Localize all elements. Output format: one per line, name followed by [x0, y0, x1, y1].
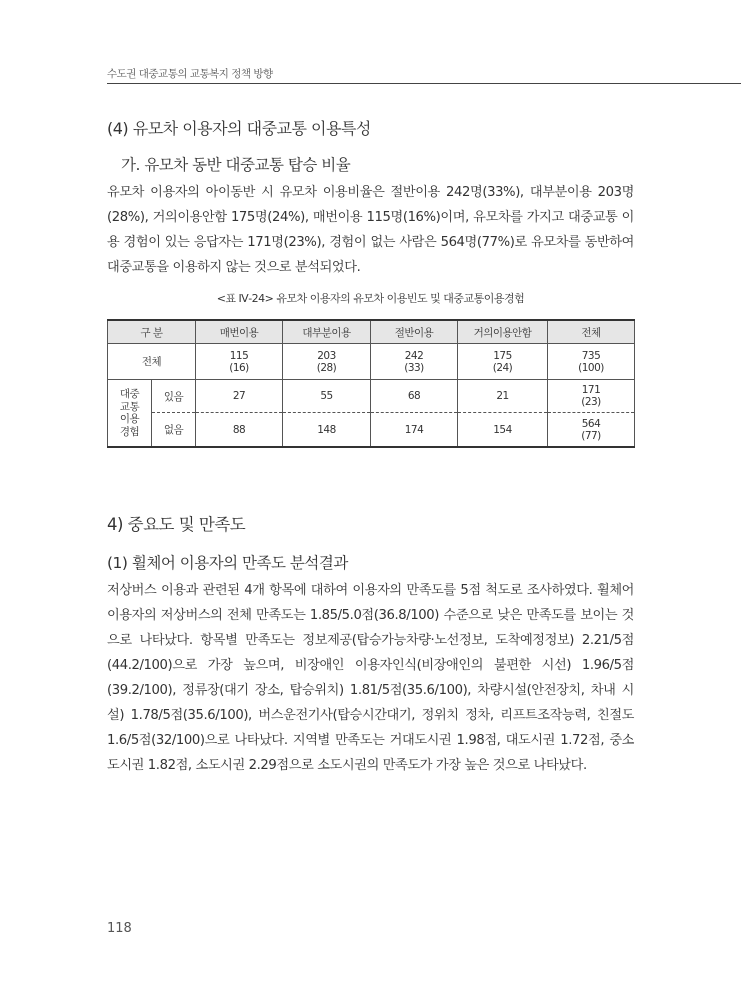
table-cell: 242 (33)	[371, 344, 458, 380]
header-every-time: 매번이용	[196, 320, 283, 344]
paragraph-stroller-usage: 유모차 이용자의 아이동반 시 유모차 이용비율은 절반이용 242명(33%), 대부분이용 203명(28%), 거의이용안함 175명(24%), 매번이용 115명(16%)이며, 유모차를 가지고 대중교통 이용 경험이 있는 응답자는 171명(23%), 경험이 없는 사람은 564명(77%)로 유모차를 동반하여 대중교통을 이용하지 않는 것으로 분석되었다.	[107, 185, 634, 275]
table-cell: 68	[371, 380, 458, 413]
header-rule	[107, 83, 741, 84]
group-label-transit-experience: 대중 교통 이용 경험	[108, 380, 152, 448]
stroller-usage-table	[107, 319, 635, 448]
header-category: 구 분	[108, 320, 196, 344]
section-main-heading: 4) 중요도 및 만족도	[107, 515, 246, 534]
table-cell: 21	[458, 380, 548, 413]
row-label-no: 없음	[152, 413, 196, 448]
section-1-heading: (1) 휠체어 이용자의 만족도 분석결과	[107, 554, 348, 572]
header-rarely: 거의이용안함	[458, 320, 548, 344]
table-row-no	[108, 413, 635, 448]
paragraph-wheelchair-satisfaction: 저상버스 이용과 관련된 4개 항목에 대하여 이용자의 만족도를 5점 척도로 조사하였다. 휠체어 이용자의 저상버스의 전체 만족도는 1.85/5.0점(36.8/100) 수준으로 낮은 만족도를 보이는 것으로 나타났다. 항목별 만족도는 정보제공(탑승가능차량·노선정보, 도착예정정보) 2.21/5점(44.2/100)으로 가장 높으며, 비장애인 이용자인식(비장애인의 불편한 시선) 1.96/5점(39.2/100), 정류장(대기 장소, 탑승위치) 1.81/5점(35.6/100), 차량시설(안전장치, 차내 시설) 1.78/5점(35.6/100), 버스운전기사(탑승시간대기, 정위치 정차, 리프트조작능력, 친절도 1.6/5점(32/100)으로 나타났다. 지역별 만족도는 거대도시권 1.98점, 대도시권 1.72점, 중소도시권 1.82점, 소도시권 2.29점으로 소도시권의 만족도가 가장 높은 것으로 나타났다.	[107, 583, 634, 773]
section-4-heading: (4) 유모차 이용자의 대중교통 이용특성	[107, 119, 371, 138]
header-half: 절반이용	[371, 320, 458, 344]
subsection-ga-heading: 가. 유모차 동반 대중교통 탑승 비율	[121, 156, 351, 174]
table-header-row	[108, 320, 635, 344]
table-cell: 27	[196, 380, 283, 413]
row-label-yes: 있음	[152, 380, 196, 413]
running-head: 수도권 대중교통의 교통복지 정책 방향	[107, 68, 273, 80]
table-row-total	[108, 344, 635, 380]
header-mostly: 대부분이용	[283, 320, 371, 344]
table-cell: 175 (24)	[458, 344, 548, 380]
table-cell: 174	[371, 413, 458, 448]
header-total: 전체	[548, 320, 635, 344]
table-caption: <표 Ⅳ-24> 유모차 이용자의 유모차 이용빈도 및 대중교통이용경험	[216, 292, 525, 305]
table-cell: 171 (23)	[548, 380, 635, 413]
table-cell: 154	[458, 413, 548, 448]
table-cell: 735 (100)	[548, 344, 635, 380]
row-label-total: 전체	[108, 344, 196, 380]
table-cell: 115 (16)	[196, 344, 283, 380]
page-number: 118	[107, 921, 132, 936]
table-cell: 55	[283, 380, 371, 413]
table-cell: 88	[196, 413, 283, 448]
table-row-yes	[108, 380, 635, 413]
table-cell: 203 (28)	[283, 344, 371, 380]
table-cell: 148	[283, 413, 371, 448]
table-cell: 564 (77)	[548, 413, 635, 448]
